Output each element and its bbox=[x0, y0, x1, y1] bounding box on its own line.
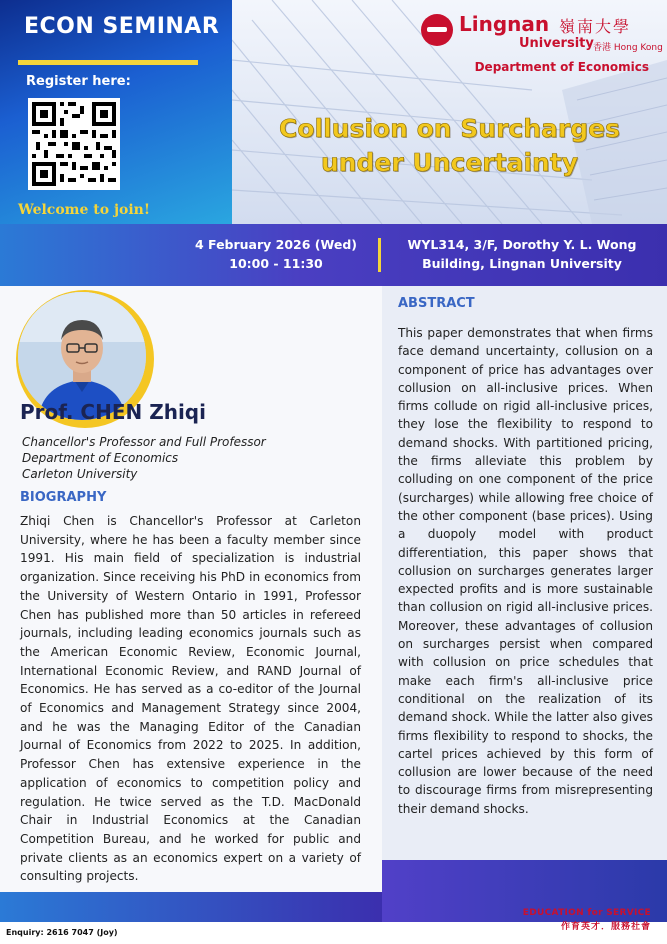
welcome-text: Welcome to join! bbox=[18, 202, 150, 218]
speaker-affiliation bbox=[22, 434, 266, 482]
speaker-title-line2: Department of Economics bbox=[22, 451, 179, 465]
education-for-service-logo bbox=[523, 908, 651, 932]
seminar-title-line2: under Uncertainty bbox=[320, 148, 579, 177]
lingnan-logo bbox=[421, 12, 663, 54]
header-left-panel bbox=[0, 0, 232, 224]
seminar-label: ECON SEMINAR bbox=[24, 14, 220, 39]
register-label: Register here: bbox=[26, 74, 131, 89]
event-time: 10:00 - 11:30 bbox=[229, 256, 323, 271]
logo-hong-kong: 香港 Hong Kong bbox=[593, 43, 663, 53]
lingnan-emblem-icon bbox=[421, 14, 453, 46]
speaker-name: Prof. CHEN Zhiqi bbox=[20, 400, 206, 424]
abstract-section bbox=[382, 286, 667, 892]
event-info-bar bbox=[0, 224, 667, 286]
biography-text: Zhiqi Chen is Chancellor's Professor at Carleton University, where he has been a faculty member since 1991. His main field of specialization is industrial organization. Since receiving his PhD in economics from the University of Western Ontario in 1991, Professor Chen has published more than 50 articles in refereed journals, including leading economics journals such as the American Economic Review, Economic Journal, International Economic Review, and RAND Journal of Economics. He has served as a co-editor of the Journal of Economics and Management Strategy since 2004, and he was the Managing Editor of the Canadian Journal of Economics from 2022 to 2025. In addition, Professor Chen has extensive experience in the application of economics to competition policy and regulation. He twice served as the T.D. MacDonald Chair in Industrial Economics at the Canadian Competition Bureau, and he worked for public and private clients as an economics expert on a variety of consulting projects. bbox=[20, 514, 361, 884]
event-date: 4 February 2026 (Wed) bbox=[194, 237, 357, 252]
venue-line2: Building, Lingnan University bbox=[422, 256, 622, 271]
abstract-text: This paper demonstrates that when firms face demand uncertainty, collusion on a component of price has advantages over collusion on all-inclusive prices. When firms collude on rigid all-inclusive prices, they lose the flexibility to respond to demand shocks. With partitioned pricing, the firms alleviate this problem by colluding on one component of the price (surcharges) while allowing free choice of the other component (base prices). Using a duopoly model with product differentiation, this paper shows that collusion on surcharges generates larger expected profits and is more sustainable than collusion on rigid all-inclusive prices. Moreover, these advantages of collusion on surcharges persist when compared with collusion on price schedules that make each firm's all-inclusive price conditional on the realization of its demand shock. While the latter also gives firms flexibility to respond to shocks, the cartel prices achieved by this form of collusion are lower because of the need to discourage firms from misrepresenting their demand shocks. bbox=[398, 326, 653, 816]
registration-qr-code[interactable] bbox=[28, 98, 120, 190]
seminar-title-line1: Collusion on Surcharges bbox=[279, 114, 620, 143]
venue-line1: WYL314, 3/F, Dorothy Y. L. Wong bbox=[407, 237, 637, 252]
biography-heading: BIOGRAPHY bbox=[20, 490, 107, 505]
seminar-title bbox=[232, 112, 667, 180]
abstract-heading: ABSTRACT bbox=[398, 296, 475, 311]
efs-chinese: 作育英才．服務社會 bbox=[560, 922, 651, 932]
enquiry-contact: Enquiry: 2616 7047 (Joy) bbox=[6, 928, 118, 937]
accent-bar bbox=[18, 60, 198, 65]
speaker-title-line1: Chancellor's Professor and Full Professor bbox=[22, 435, 266, 449]
event-venue bbox=[392, 235, 652, 273]
speaker-section bbox=[0, 286, 382, 892]
event-datetime bbox=[176, 235, 376, 273]
header-right-panel bbox=[232, 0, 667, 224]
department-name: Department of Economics bbox=[474, 60, 649, 74]
efs-english: EDUCATION for SERVICE bbox=[522, 908, 651, 918]
info-divider bbox=[378, 238, 381, 272]
speaker-title-line3: Carleton University bbox=[22, 467, 138, 481]
logo-english-name: Lingnan bbox=[459, 12, 550, 36]
footer-band-left bbox=[0, 892, 382, 922]
logo-chinese-name: 嶺南大學 bbox=[559, 17, 632, 36]
logo-university: University bbox=[519, 36, 594, 51]
